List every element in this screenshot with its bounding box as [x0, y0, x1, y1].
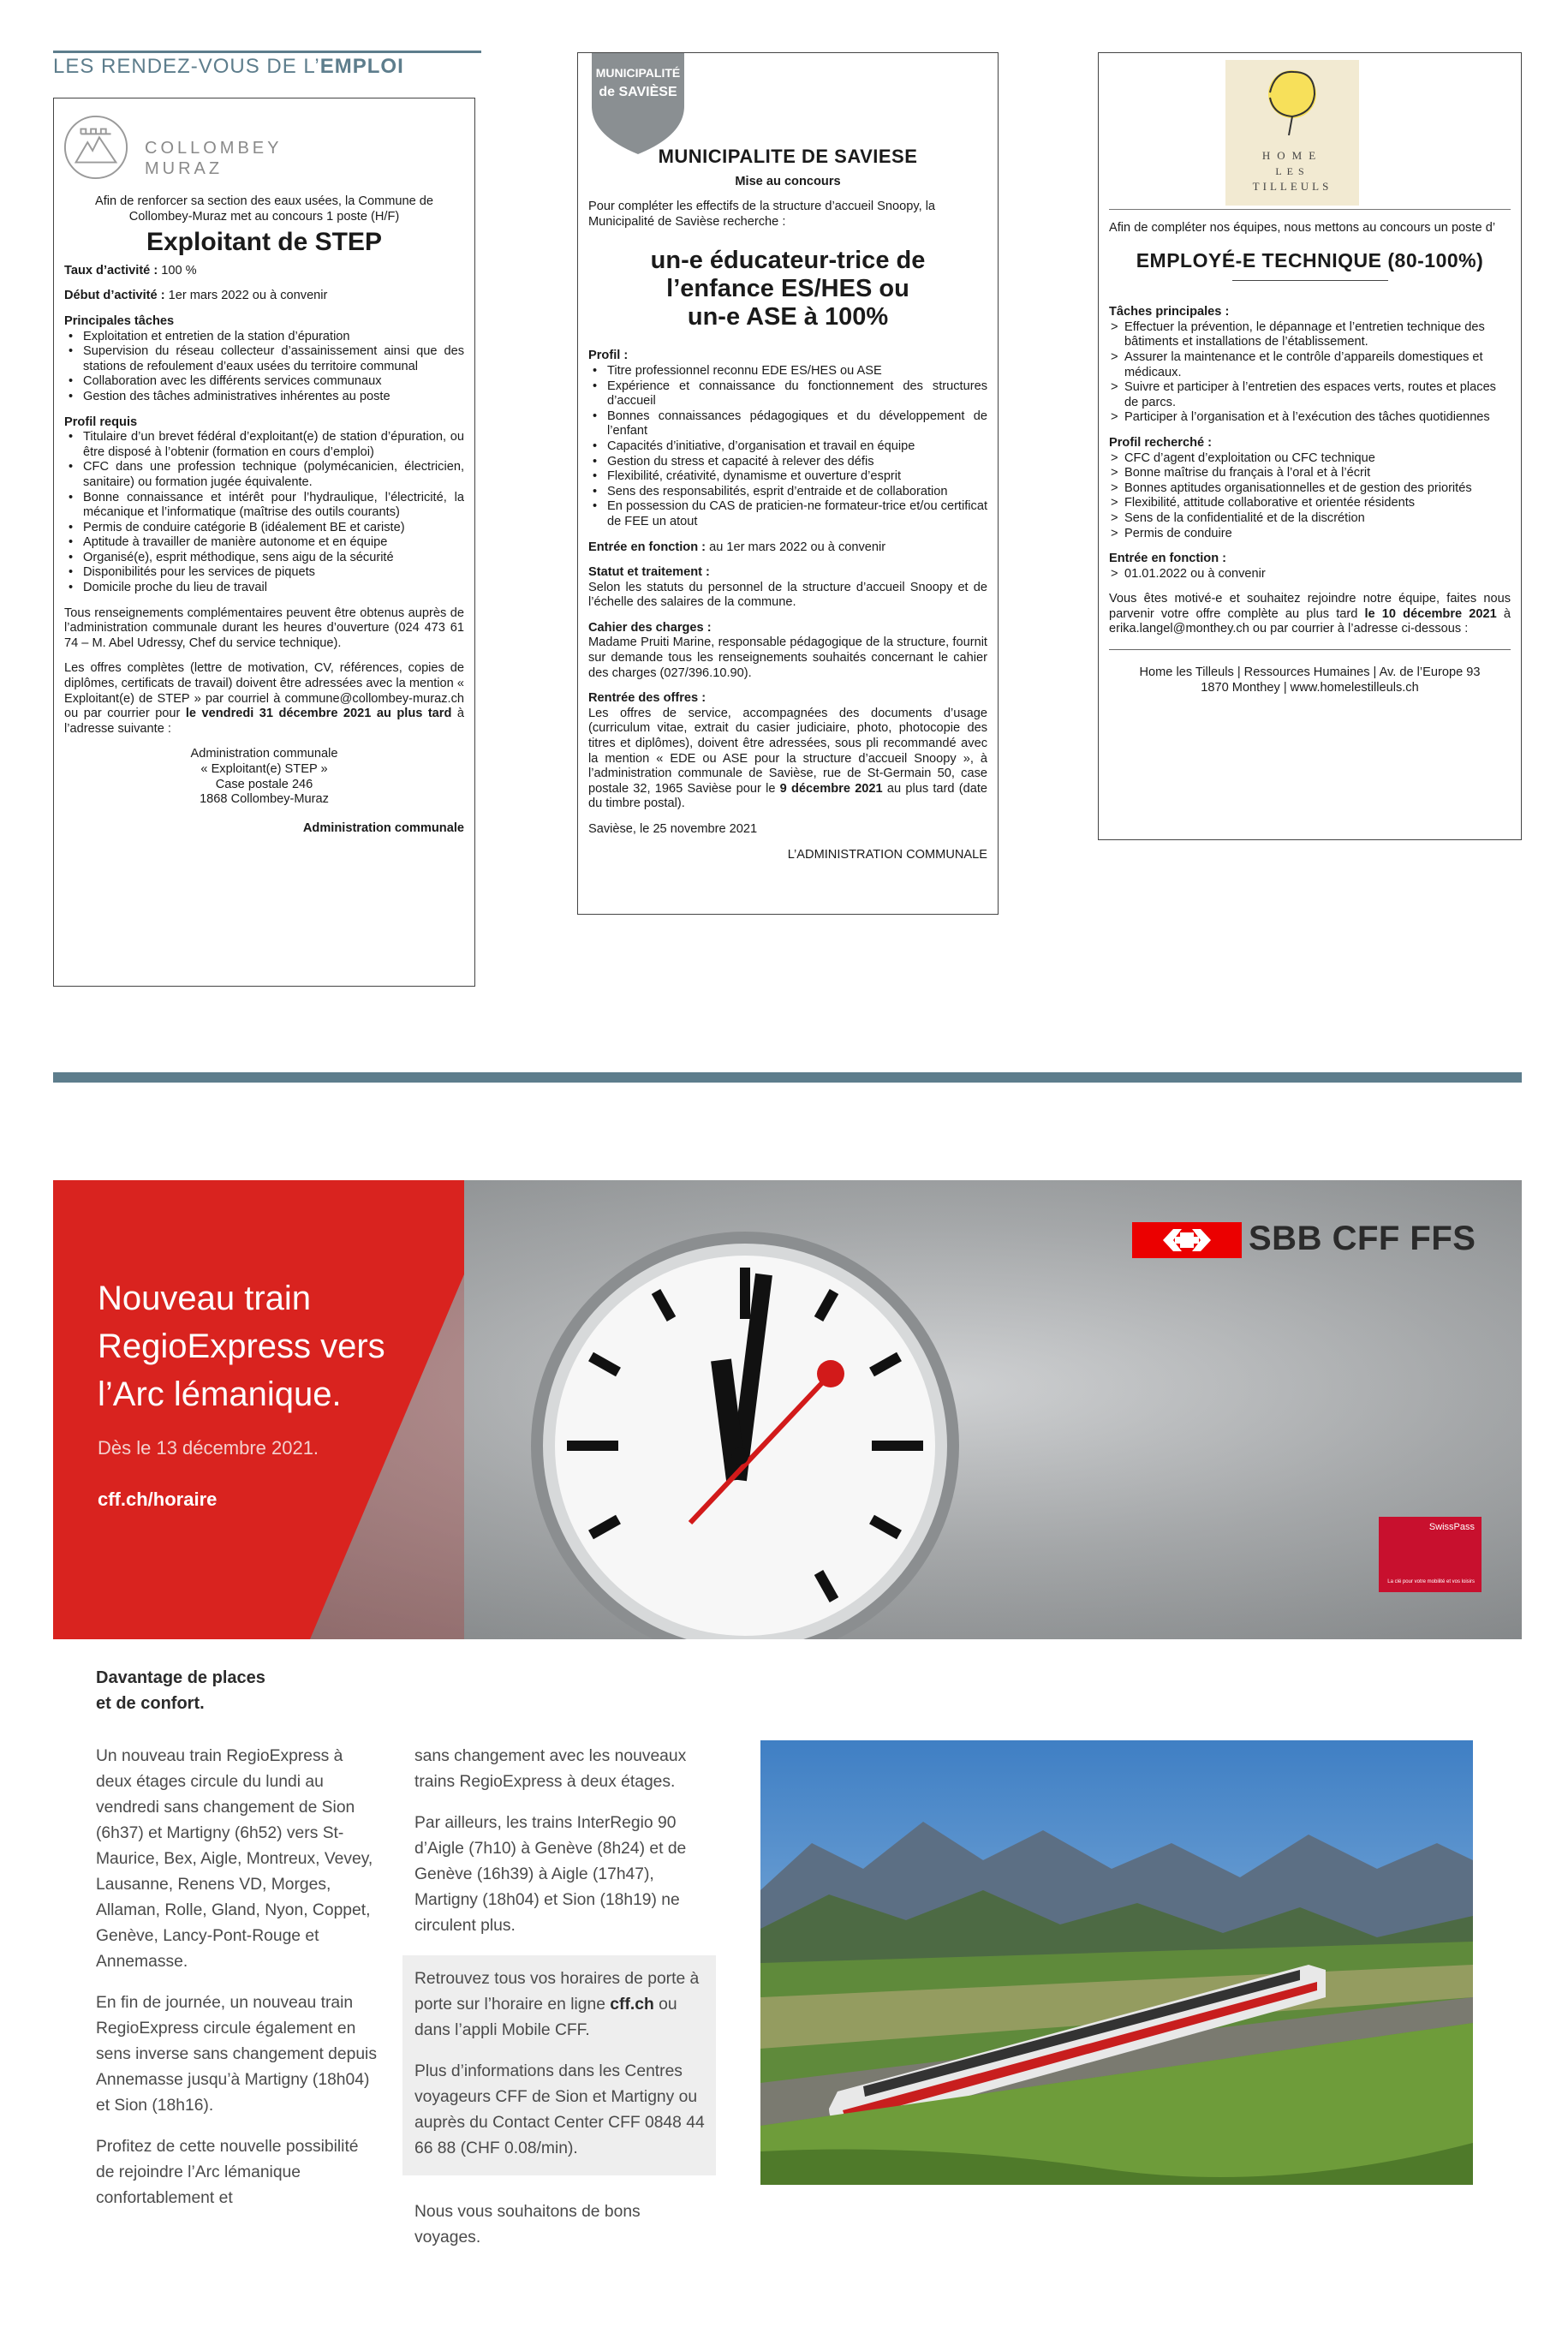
list-item: > Effectuer la prévention, le dépannage et l’entretien technique des bâtiments et installations de l’établissement.	[1109, 320, 1511, 350]
svg-text:TILLEULS: TILLEULS	[1252, 180, 1333, 193]
apply-text: Vous êtes motivé-e et souhaitez rejoindre notre équipe, faites nous parvenir votre offre complète au plus tard le 10 décembre 2021 à erika.langel@monthey.ch ou par courrier à l’adresse ci-dessous :	[1109, 592, 1511, 636]
svg-text:MUNICIPALITÉ: MUNICIPALITÉ	[595, 66, 681, 80]
list-item: > Bonnes aptitudes organisationnelles et de gestion des priorités	[1109, 481, 1511, 497]
list-item: > CFC d’agent d’exploitation ou CFC technique	[1109, 451, 1511, 467]
job-ad-tilleuls	[1098, 52, 1522, 840]
profile-list	[588, 364, 987, 530]
ad-headline: Nouveau train RegioExpress vers l’Arc lémanique.	[98, 1280, 385, 1413]
charges-text: Madame Pruiti Marine, responsable pédagogique de la structure, fournit sur demande tous les renseignements souhaités concernant le cahier des charges (027/396.10.90).	[588, 635, 987, 680]
list-item: • Disponibilités pour les services de piquets	[64, 565, 464, 581]
offers-text: Les offres de service, accompagnées des documents d’usage (curriculum vitae, extrait du casier judiciaire, photo, photocopie des titres et diplômes), doivent être adressées, sous pli recommandé avec la mention « EDE ou ASE pour la structure d’accueil Snoopy », à l’administration communale de Savièse, rue de St-Germain 50, case postale 32, 1965 Savièse pour le 9 décembre 2021 au plus tard (date du timbre postal).	[588, 706, 987, 811]
list-item: > Suivre et participer à l’entretien des espaces verts, routes et places de parcs.	[1109, 380, 1511, 410]
list-item: • Exploitation et entretien de la station d’épuration	[64, 330, 464, 345]
list-item: > Bonne maîtrise du français à l’oral et à l’écrit	[1109, 466, 1511, 481]
list-item: • Supervision du réseau collecteur d’assainissement ainsi que des stations de refoulement d’eaux usées du territoire communal	[64, 344, 464, 374]
divider	[1232, 280, 1388, 281]
list-item: • CFC dans une profession technique (polymécanicien, électricien, sanitaire) ou formation jugée équivalente.	[64, 460, 464, 490]
job-ad-collombey: COLLOMBEY MURAZ Afin de renforcer sa section des eaux usées, la Commune de Collombey-Muraz met au concours 1 poste (H/F) Exploitant de STEP Taux d’activité : 100 % Début d’activité : 1er mars 2022 ou à convenir Principales tâches • Exploitation et entretien de la station d’épuration • Supervision du réseau collecteur d’assainissement ainsi que des stations de refoulement d’eaux usées du territoire communal • Collaboration avec les différents services communaux • Gestion des tâches administratives inhérentes au poste Profil requis • Titulaire d’un brevet fédéral d’exploitant(e) de station d’épuration, ou être disposé à l’obtenir (formation en cours d’emploi) • CFC dans une profession technique (polymécanicien, électricien, sanitaire) ou formation jugée équivalente. • Bonne connaissance et intérêt pour l’hydraulique, l’électricité, la mécanique et l’informatique (maîtrise des outils courants) • Permis de conduire catégorie B (idéalement BE et cariste) • Aptitude à travailler de manière autonome et en équipe • Organisé(e), esprit méthodique, sens aigu de la sécurité • Disponibilités pour les services de piquets • Domicile proche du lieu de travail Tous renseignements complémentaires peuvent être obtenus auprès de l’administration communale durant les heures d’ouverture (024 473 61 74 – M. Abel Udressy, Chef du service technique). Les offres complètes (lettre de motivation, CV, références, copies de diplômes, certificats de travail) doivent être adressées avec la mention « Exploitant(e) de STEP » par courriel à commune@collombey-muraz.ch ou par courrier pour le vendredi 31 décembre 2021 au plus tard à l’adresse suivante : Administration communale « Exploitant(e) STEP » Case postale 246 1868 Collombey-Muraz Administration communale	[53, 98, 475, 987]
postal-address: Administration communale « Exploitant(e) STEP » Case postale 246 1868 Collombey-Muraz	[190, 747, 338, 807]
job-title: EMPLOYÉ-E TECHNIQUE (80-100%)	[1136, 248, 1484, 271]
list-item: • Bonnes connaissances pédagogiques et du développement de l’enfant	[588, 409, 987, 439]
place-date: Savièse, le 25 novembre 2021	[588, 822, 758, 836]
intro: Pour compléter les effectifs de la structure d’accueil Snoopy, la Municipalité de Savièse recherche :	[588, 200, 936, 229]
list-item: > Permis de conduire	[1109, 527, 1511, 542]
profile-title: Profil :	[588, 349, 629, 363]
list-item: • Expérience et connaissance du fonctionnement des structures d’accueil	[588, 379, 987, 409]
svg-text:LES: LES	[1275, 165, 1309, 177]
list-item: • Titulaire d’un brevet fédéral d’exploitant(e) de station d’épuration, ou être disposé à l’obtenir (formation en cours d’emploi)	[64, 430, 464, 460]
list-item: • Domicile proche du lieu de travail	[64, 581, 464, 596]
info-box-text: Retrouvez tous vos horaires de porte à porte sur l’horaire en ligne cff.ch ou dans l’appli Mobile CFF. Plus d’informations dans les Centres voyageurs CFF de Sion et Martigny ou auprès du Contact Center CFF 0848 44 66 88 (CHF 0.08/min).	[414, 1970, 705, 2157]
list-item: > Sens de la confidentialité et de la discrétion	[1109, 511, 1511, 527]
ad-date: Dès le 13 décembre 2021.	[98, 1437, 319, 1459]
employer-heading: MUNICIPALITE DE SAVIESE	[658, 146, 918, 167]
start-title: Entrée en fonction :	[1109, 552, 1227, 566]
list-item: • Flexibilité, créativité, dynamisme et ouverture d’esprit	[588, 469, 987, 485]
list-item: • Organisé(e), esprit méthodique, sens aigu de la sécurité	[64, 551, 464, 566]
list-item: • Gestion du stress et capacité à relever des défis	[588, 455, 987, 470]
tasks-list	[1109, 320, 1511, 426]
list-item: • Bonne connaissance et intérêt pour l’hydraulique, l’électricité, la mécanique et l’informatique (maîtrise des outils courants)	[64, 491, 464, 521]
job-ad-saviese: MUNICIPALITÉ de SAVIÈSE MUNICIPALITE DE SAVIESE Mise au concours Pour compléter les effectifs de la structure d’accueil Snoopy, la Municipalité de Savièse recherche : un-e éducateur-trice de l’enfance ES/HES ou un-e ASE à 100% Profil : • Titre professionnel reconnu EDE ES/HES ou ASE • Expérience et connaissance du fonctionnement des structures d’accueil • Bonnes connaissances pédagogiques et du développement de l’enfant • Capacités d’initiative, d’organisation et travail en équipe • Gestion du stress et capacité à relever des défis • Flexibilité, créativité, dynamisme et ouverture d’esprit • Sens des responsabilités, esprit d’entraide et de collaboration • En possession du CAS de praticien-ne formateur-trice et/ou certificat de FEE un atout Entrée en fonction : au 1er mars 2022 ou à convenir Statut et traitement : Selon les statuts du personnel de la structure d’accueil Snoopy et de l’échelle des salaires de la commune. Cahier des charges : Madame Pruiti Marine, responsable pédagogique de la structure, fournit sur demande tous les renseignements souhaités concernant le cahier des charges (027/396.10.90). Rentrée des offres : Les offres de service, accompagnées des documents d’usage (curriculum vitae, extrait du casier judiciaire, photo, photocopie des titres et diplômes), doivent être adressées, sous pli recommandé avec la mention « EDE ou ASE pour la structure d’accueil Snoopy », à l’administration communale de Savièse, rue de St-Germain 50, case postale 32, 1965 Savièse pour le 9 décembre 2021 au plus tard (date du timbre postal). Savièse, le 25 novembre 2021 L’ADMINISTRATION COMMUNALE	[577, 52, 999, 915]
profile-list	[64, 430, 464, 596]
list-item: • Titre professionnel reconnu EDE ES/HES ou ASE	[588, 364, 987, 379]
list-item: > 01.01.2022 ou à convenir	[1109, 567, 1511, 582]
sbb-brand-name: SBB CFF FFS	[1249, 1220, 1476, 1257]
coat-of-arms-icon	[63, 114, 129, 181]
sbb-ad-banner	[53, 1180, 1522, 1639]
header-rule	[53, 51, 481, 53]
section-title: LES RENDEZ-VOUS DE L’EMPLOI	[53, 55, 404, 78]
profile-title: Profil requis	[64, 415, 138, 429]
list-item: • Gestion des tâches administratives inhérentes au poste	[64, 390, 464, 405]
tasks-title: Tâches principales :	[1109, 305, 1230, 319]
signature: L’ADMINISTRATION COMMUNALE	[787, 847, 987, 862]
list-item: • Aptitude à travailler de manière autonome et en équipe	[64, 535, 464, 551]
tasks-title: Principales tâches	[64, 313, 175, 328]
station-clock-icon	[522, 1223, 968, 1639]
divider	[1109, 209, 1511, 210]
ad-url-link[interactable]: cff.ch/horaire	[98, 1489, 218, 1510]
intro: Afin de renforcer sa section des eaux usées, la Commune de Collombey-Muraz met au concours 1 poste (H/F)	[94, 194, 434, 224]
ad-subheading: Davantage de places et de confort.	[96, 1668, 265, 1713]
list-item: > Participer à l’organisation et à l’exécution des tâches quotidiennes	[1109, 410, 1511, 426]
closing-text: Nous vous souhaitons de bons voyages.	[414, 2203, 641, 2246]
list-item: • Collaboration avec les différents services communaux	[64, 374, 464, 390]
saviese-logo	[587, 53, 689, 156]
svg-text:HOME: HOME	[1261, 149, 1323, 162]
start-list	[1109, 567, 1511, 582]
signature: Administration communale	[302, 820, 464, 835]
ad-column-1: Un nouveau train RegioExpress à deux étages circule du lundi au vendredi sans changement de Sion (6h37) et Martigny (6h52) vers St-Maurice, Bex, Aigle, Montreux, Vevey, Lausanne, Renens VD, Morges, Allaman, Rolle, Gland, Nyon, Coppet, Genève, Lancy-Pont-Rouge et Annemasse. En fin de journée, un nouveau train RegioExpress circule également en sens inverse sans changement depuis Annemasse jusqu’à Martigny (18h04) et Sion (18h16). Profitez de cette nouvelle possibilité de rejoindre l’Arc lémanique confortablement et	[96, 1747, 377, 2207]
divider	[1109, 649, 1511, 650]
list-item: > Flexibilité, attitude collaborative et orientée résidents	[1109, 496, 1511, 511]
job-title: Exploitant de STEP	[146, 228, 383, 257]
list-item: • Sens des responsabilités, esprit d’entraide et de collaboration	[588, 485, 987, 500]
list-item: • En possession du CAS de praticien-ne formateur-trice et/ou certificat de FEE un atout	[588, 499, 987, 529]
list-item: • Capacités d’initiative, d’organisation et travail en équipe	[588, 439, 987, 455]
collombey-logo: COLLOMBEY MURAZ	[63, 114, 422, 182]
job-title: un-e éducateur-trice de l’enfance ES/HES ou un-e ASE à 100%	[650, 247, 926, 331]
swisspass-card: SwissPass La clé pour votre mobilité et vos loisirs	[1379, 1517, 1482, 1592]
subheading: Mise au concours	[735, 174, 841, 188]
ad-column-2: sans changement avec les nouveaux trains RegioExpress à deux étages. Par ailleurs, les trains InterRegio 90 d’Aigle (7h10) à Genève (8h24) et de Genève (16h39) à Aigle (17h47), Martigny (18h04) et Sion (18h19) ne circulent plus.	[414, 1747, 687, 1935]
sbb-logo-icon	[1132, 1222, 1242, 1258]
profile-list	[1109, 451, 1511, 542]
list-item: > Assurer la maintenance et le contrôle d’appareils domestiques et médicaux.	[1109, 350, 1511, 380]
tasks-list	[64, 330, 464, 405]
info-text: Tous renseignements complémentaires peuvent être obtenus auprès de l’administration communale durant les heures d’ouverture (024 473 61 74 – M. Abel Udressy, Chef du service technique).	[64, 606, 464, 650]
svg-text:de SAVIÈSE: de SAVIÈSE	[599, 85, 677, 99]
list-item: • Permis de conduire catégorie B (idéalement BE et cariste)	[64, 521, 464, 536]
contact-footer: Home les Tilleuls | Ressources Humaines | Av. de l’Europe 93 1870 Monthey | www.homelestilleuls.ch	[1139, 665, 1481, 695]
intro: Afin de compléter nos équipes, nous mettons au concours un poste d’	[1109, 221, 1496, 235]
train-landscape-photo	[760, 1740, 1473, 2185]
section-divider	[53, 1072, 1522, 1083]
offers-text: Les offres complètes (lettre de motivation, CV, références, copies de diplômes, certificats de travail) doivent être adressées avec la mention « Exploitant(e) de STEP » par courriel à commune@collombey-muraz.ch ou par courrier pour le vendredi 31 décembre 2021 au plus tard à l’adresse suivante :	[64, 661, 464, 736]
home-les-tilleuls-logo	[1225, 60, 1359, 206]
profile-title: Profil recherché :	[1109, 435, 1213, 450]
status-text: Selon les statuts du personnel de la structure d’accueil Snoopy et de l’échelle des salaires de la commune.	[588, 580, 987, 610]
